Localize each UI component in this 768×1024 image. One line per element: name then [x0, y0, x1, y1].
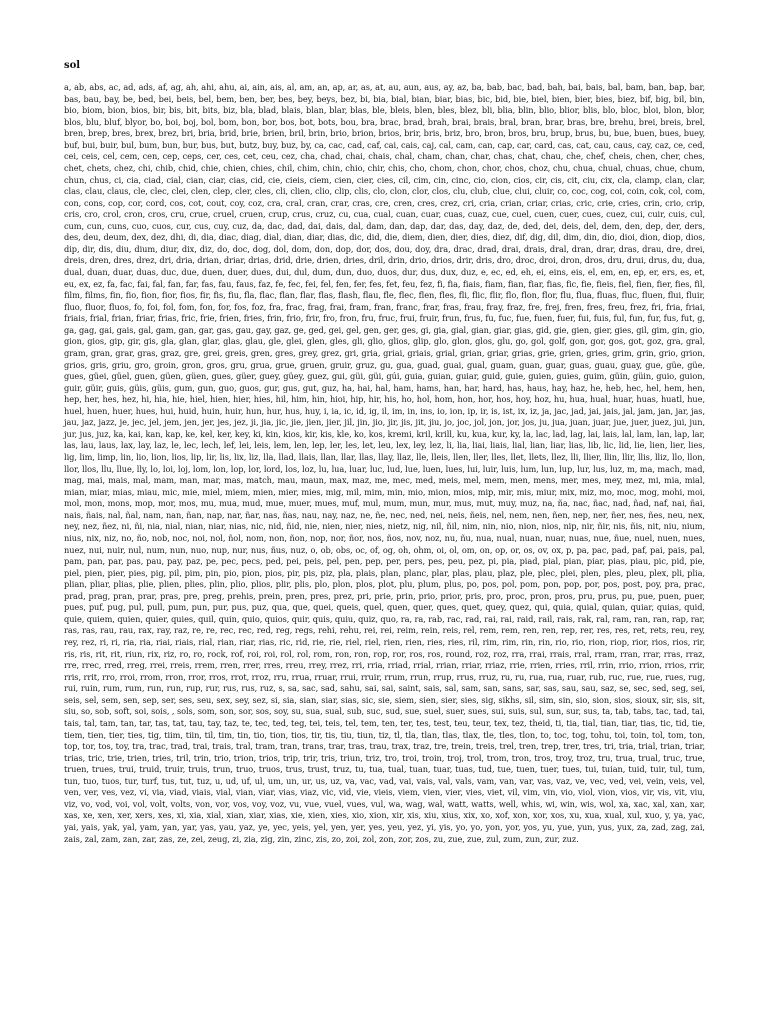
document-page	[64, 60, 705, 845]
page-title: sol	[64, 60, 81, 71]
syllable-list: a, ab, abs, ac, ad, ads, af, ag, ah, ahi, ahu, ai, ain, ais, al, am, an, ap, ar, as, at, au, aun, aus, ay, az, ba, bab, bac, bad, bah, bai, bais, bal, bam, ban, bap, bar, bas, bau, bay, be, bed, bei, beis, bel, bem, ben, ber, bes, bey, beys, bez, bi, bia, bial, bian, biar, bias, bic, bid, bie, biel, bien, bier, bies, biez, bif, big, bil, bin, bio, biom, bion, bios, bir, bis, bit, bits, biz, bla, blad, blais, blan, blar, blas, ble, bleis, blen, bles, blez, bli, blia, blin, blio, blior, blis, blo, bloc, bloi, blon, blor, blos, blu, bluf, blyor, bo, boi, boj, bol, bom, bon, bor, bos, bot, bots, bou, bra, brac, brad, brah, brai, brais, bral, bran, brar, bras, bre, brehu, brei, breis, brel, bren, brep, bres, brex, brez, bri, bria, brid, brie, brien, bril, brin, brio, brion, brios, brir, bris, briz, bro, bron, bros, bru, brup, brus, bu, bue, buen, bues, buey, buf, bui, buir, bul, bum, bun, bur, bus, but, butz, buy, buz, by, ca, cac, cad, caf, cai, cais, caj, cal, cam, can, cap, car, card, cas, cat, cau, caus, cay, caz, ce, ced, cei, ceis, cel, cem, cen, cep, ceps, cer, ces, cet, ceu, cez, cha, chad, chai, chais, chal, cham, chan, char, chas, chat, chau, che, chef, cheis, chen, cher, ches, chet, chets, chez, chi, chib, chid, chie, chien, chies, chil, chim, chin, chio, chir, chis, cho, chom, chon, chor, chos, choz, chu, chua, chual, chuas, chue, chum, chun, chus, ci, cia, ciad, cial, cian, ciar, cias, cid, cie, cieis, ciem, cien, cier, cies, cil, cim, cin, cinc, cio, cion, cios, cir, cis, cit, ciu, cix, cla, clamp, clan, clar, clas, clau, claus, cle, clec, clei, clen, clep, cler, cles, cli, clien, clio, clip, clis, clo, clon, clor, clos, clu, club, clue, clui, cluir, co, coc, cog, coi, coin, cok, col, com, con, cons, cop, cor, cord, cos, cot, cout, coy, coz, cra, cral, cran, crar, cras, cre, cren, cres, crez, cri, cria, crian, criar, crias, cric, crie, cries, crin, crio, crip, cris, cro, crol, cron, cros, cru, crue, cruel, cruen, crup, crus, cruz, cu, cua, cual, cuan, cuar, cuas, cuaz, cue, cuel, cuen, cuer, cues, cuez, cui, cuir, cuis, cul, cum, cun, cuns, cuo, cuos, cur, cus, cuy, cuz, da, dac, dad, dai, dais, dal, dam, dan, dap, dar, das, day, daz, de, ded, dei, deis, del, dem, den, dep, der, ders, des, deu, deum, dex, dez, dhi, di, dia, diac, diag, dial, dian, diar, dias, dic, did, die, diem, dien, dier, dies, diez, dif, dig, dil, dim, din, dio, dioi, dion, diop, dios, dip, dir, dis, diu, dium, diur, dix, diz, do, doc, dog, dol, dom, don, dop, dor, dos, dou, doy, dra, drac, drad, drai, drais, dral, dran, drar, dras, drau, dre, drei, dreis, dren, dres, drez, dri, dria, drian, driar, drias, drid, drie, drien, dries, dril, drin, drio, drios, drir, dris, dro, droc, droi, dron, dros, dru, drui, drus, du, dua, dual, duan, duar, duas, duc, due, duen, duer, dues, dui, dul, dum, dun, duo, duos, dur, dus, dux, duz, e, ec, ed, eh, ei, eins, eis, el, em, en, ep, er, ers, es, et, eu, ex, ez, fa, fac, fai, fal, fan, far, fas, fau, faus, faz, fe, fec, fei, fel, fen, fer, fes, fet, feu, fez, fi, fia, fiais, fiam, fian, fiar, fias, fic, fie, fieis, fiel, fien, fier, fies, fil, film, films, fin, fio, fion, fior, fios, fir, fis, fiu, fla, flac, flan, flar, flas, flash, flau, fle, flec, flen, fles, fli, flic, flir, flo, flon, flor, flu, flua, fluas, fluc, fluen, flui, fluir, fluo, fluor, fluos, fo, foi, fol, fom, fon, for, fos, foz, fra, frac, frag, frai, fram, fran, franc, frar, fras, frau, fray, fraz, fre, frej, fren, fres, freu, frez, fri, fria, friai, friais, frial, frian, friar, frias, fric, frie, frien, fries, frin, frio, frir, fro, fron, fru, fruc, frui, fruir, frun, frus, fu, fuc, fue, fuen, fuer, fui, fuis, ful, fun, fur, fus, fut, g, ga, gag, gai, gais, gal, gam, gan, gar, gas, gau, gay, gaz, ge, ged, gei, gel, gen, ger, ges, gi, gia, gial, gian, giar, gias, gid, gie, gien, gier, gies, gil, gim, gin, gio, gion, gios, gip, gir, gis, gla, glan, glar, glas, glau, gle, glei, glen, gles, gli, glio, glios, glip, glo, glon, glos, glu, go, gol, golf, gon, gor, gos, got, goz, gra, gral, gram, gran, grar, gras, graz, gre, grei, greis, gren, gres, grey, grez, gri, gria, griai, griais, grial, grian, griar, grias, grie, grien, gries, grim, grin, grio, grion, grios, gris, griu, gro, groin, gron, gros, gru, grua, grue, gruen, gruir, gruz, gu, gua, guad, guai, gual, guam, guan, guar, guas, guau, guay, gue, güe, güe, gues, güei, güel, guen, güen, güen, gues, güer, guey, güey, guez, gui, güi, güi, gúi, guia, guian, guiar, guid, guie, guien, guies, guim, güin, güin, guio, guion, guir, güir, guis, güis, güis, gum, gun, guo, guos, gur, gus, gut, guz, ha, hai, hal, ham, hams, han, har, hard, has, haus, hay, haz, he, heb, hec, hel, hem, hen, hep, her, hes, hez, hi, hia, hie, hiel, hien, hier, hies, hil, him, hin, hioi, hip, hir, his, ho, hol, hom, hon, hor, hos, hoy, hoz, hu, hua, hual, huar, huas, huatl, hue, huel, huen, huer, hues, hui, huid, huin, huir, hun, hur, hus, huy, i, ia, ic, id, ig, il, im, in, ins, io, ion, ip, ir, is, ist, ix, iz, ja, jac, jad, jai, jais, jal, jam, jan, jar, jas, jau, jaz, jazz, je, jec, jel, jem, jen, jer, jes, jez, ji, jia, jic, jie, jien, jier, jil, jin, jio, jir, jis, jit, jiu, jo, joc, jol, jon, jor, jos, ju, jua, juan, juar, jue, juer, juez, jui, jun, jur, jus, juz, ka, kai, kan, kap, ke, kel, ker, key, ki, kin, kios, kir, kis, kle, ko, kos, kremi, kril, krill, ku, kua, kur, ky, la, lac, lad, lag, lai, lais, lal, lam, lan, lap, lar, las, lau, laus, lax, lay, laz, le, lec, lech, lef, lei, leis, lem, len, lep, ler, les, let, leu, lex, ley, lez, li, lia, liai, liais, lial, lian, liar, lias, lib, lic, lid, lie, lien, lier, lies, lig, lim, limp, lin, lio, lion, lios, lip, lir, lis, lix, liz, lla, llad, llais, llan, llar, llas, llay, llaz, lle, lleis, llen, ller, lles, llet, llets, llez, lli, llier, llin, llir, llis, lliz, llo, llon, llor, llos, llu, llue, lly, lo, loi, loj, lom, lon, lop, lor, lord, los, loz, lu, lua, luar, luc, lud, lue, luen, lues, lui, luir, luis, lum, lun, lup, lur, lus, luz, m, ma, mach, mad, mag, mai, mais, mal, mam, man, mar, mas, match, mau, maun, max, maz, me, mec, med, meis, mel, mem, men, mens, mer, mes, mey, mez, mi, mia, mial, mian, miar, mias, miau, mic, mie, miel, miem, mien, mier, mies, mig, mil, mim, min, mio, mion, mios, mip, mir, mis, miur, mix, miz, mo, moc, mog, mohi, moi, mol, mon, mons, mop, mor, mos, mu, mua, mud, mue, muer, mues, muf, mul, mum, mun, mur, mus, mut, muy, muz, na, ña, nac, ñac, nad, ñad, naf, nai, ñai, nais, ñais, nal, ñal, nam, nan, ñan, nap, nar, ñar, nas, ñas, nau, nay, naz, ne, ñe, nec, ned, nei, neis, ñeis, nel, nem, nen, ñen, nep, ner, ñer, nes, ñes, neu, nex, ney, nez, ñez, ni, ñi, nia, nial, nian, niar, nias, nic, nid, ñid, nie, nien, nier, nies, nietz, nig, nil, ñil, nim, nin, nio, nion, nios, nip, nir, ñir, nis, ñis, nit, niu, nium, nius, nix, niz, no, ño, nob, noc, noi, nol, ñol, nom, non, ñon, nop, nor, ñor, nos, ños, nov, noz, nu, ñu, nua, nual, nuan, nuar, nuas, nue, ñue, nuel, nuen, nues, nuez, nui, nuir, nul, num, nun, nuo, nup, nur, nus, ñus, nuz, o, ob, obs, oc, of, og, oh, ohm, oi, ol, om, on, op, or, os, ov, ox, p, pa, pac, pad, paf, pai, pais, pal, pam, pan, par, pas, pau, pay, paz, pe, pec, pecs, ped, pei, peis, pel, pen, pep, per, pers, pes, peu, pez, pi, pia, piad, pial, pian, piar, pias, piau, pic, pid, pie, piel, pien, pier, pies, pig, pil, pim, pin, pio, pion, pios, pir, pis, piz, pla, plais, plan, planc, plar, plas, plau, plaz, ple, plec, plei, plen, ples, pleu, plex, pli, plia, plian, pliar, plias, plie, plien, plies, plin, plio, plios, plir, plis, plo, plon, plos, plot, plu, plum, plus, po, pos, pol, pom, pon, pop, por, pos, post, poy, pra, prac, prad, prag, pran, prar, pras, pre, preg, prehis, prein, pren, pres, prez, pri, prie, prin, prio, prior, pris, pro, proc, pron, pros, pru, prus, pu, pue, puen, puer, pues, puf, pug, pul, pull, pum, pun, pur, pus, puz, qua, que, quei, queis, quel, quen, quer, ques, quet, quey, quez, qui, quia, quial, quian, quiar, quias, quid, quie, quiem, quien, quier, quies, quil, quin, quio, quios, quir, quis, quiu, quiz, quo, ra, ra, rab, rac, rad, rai, rai, raid, rail, rais, rak, ral, ram, ran, ran, rap, rar, ras, ras, rau, rau, rax, ray, raz, re, re, rec, rec, red, reg, regs, rehi, rehu, rei, rei, reim, rein, reis, rel, rem, rem, ren, ren, rep, rer, res, res, ret, rets, reu, rey, rey, rez, ri, ri, ria, ria, riai, riais, rial, rian, riar, rias, ric, rid, rie, rie, riel, riel, rien, rien, ries, ries, ril, rim, rim, rin, rin, rio, rio, rion, riop, rior, rios, rios, rir, ris, ris, rit, rit, riun, rix, riz, ro, ro, rock, rof, roi, roi, rol, rol, rom, ron, ron, rop, ror, ros, ros, round, roz, roz, rra, rrai, rrais, rral, rram, rran, rrar, rras, rraz, rre, rrec, rred, rreg, rrei, rreis, rrem, rren, rrer, rres, rreu, rrey, rrez, rri, rria, rriad, rrial, rrian, rriar, rriaz, rrie, rrien, rries, rril, rrin, rrio, rrion, rrios, rrir, rris, rrit, rro, rroi, rrom, rron, rror, rros, rrot, rroz, rru, rrua, rruar, rrui, rruir, rrum, rrun, rrup, rrus, rruz, ru, ru, rua, rua, ruar, rub, ruc, rue, rue, rues, rug, rui, ruin, rum, rum, run, run, rup, rur, rus, rus, ruz, s, sa, sac, sad, sahu, sai, sai, saint, sais, sal, sam, san, sans, sar, sas, sau, sau, saz, se, sec, sed, seg, sei, seis, sel, sem, sen, sep, ser, ses, seu, sex, sey, sez, si, sia, sian, siar, sias, sic, sie, siem, sien, sier, sies, sig, sikhs, sil, sim, sin, sio, sion, sios, sioux, sir, sis, sit, siu, so, sob, soft, soi, sois, , sols, som, son, sor, sos, soy, su, sua, sual, sub, suc, sud, sue, suel, suer, sues, sui, suis, sul, sun, sur, sus, ta, tab, tabs, tac, tad, tai, tais, tal, tam, tan, tar, tas, tat, tau, tay, taz, te, tec, ted, teg, tei, teis, tel, tem, ten, ter, tes, test, teu, teur, tex, tez, theid, ti, tia, tial, tian, tiar, tias, tic, tid, tie, tiem, tien, tier, ties, tig, tiim, tiin, til, tim, tin, tio, tion, tios, tir, tis, tiu, tiun, tiz, tl, tla, tlan, tlas, tlax, tle, tles, tlon, to, toc, tog, tohu, toi, toin, tol, tom, ton, top, tor, tos, toy, tra, trac, trad, trai, trais, tral, tram, tran, trans, trar, tras, trau, trax, traz, tre, trein, treis, trel, tren, trep, trer, tres, tri, tria, trial, trian, triar, trias, tric, trie, trien, tries, tril, trin, trio, trion, trios, trip, trir, tris, triun, triz, tro, troi, troin, troj, trol, trom, tron, tros, troy, troz, tru, trua, trual, truc, true, truen, trues, trui, truid, truir, truis, trun, truo, truos, trus, trust, truz, tu, tua, tual, tuan, tuar, tuas, tud, tue, tuen, tuer, tues, tui, tuian, tuid, tuir, tul, tum, tun, tuo, tuos, tur, turf, tus, tut, tuz, u, ud, uf, ul, um, un, ur, us, uz, va, vac, vad, vai, vais, val, vals, vam, van, var, vas, vaz, ve, vec, ved, vei, vein, veis, vel, ven, ver, ves, vez, vi, via, viad, viais, vial, vian, viar, vias, viaz, vic, vid, vie, vieis, viem, vien, vier, vies, viet, vil, vim, vin, vio, viol, vion, vios, vir, vis, vit, viu, viz, vo, vod, voi, vol, volt, volts, von, vor, vos, voy, voz, vu, vue, vuel, vues, vul, wa, wag, wal, watt, watts, well, whis, wi, win, wis, wol, xa, xac, xal, xan, xar, xas, xe, xen, xer, xers, xes, xi, xia, xial, xian, xiar, xias, xie, xien, xies, xio, xion, xir, xis, xiu, xius, xix, xo, xof, xon, xor, xos, xu, xua, xual, xul, xuo, y, ya, yac, yai, yais, yak, yal, yam, yan, yar, yas, yau, yaz, ye, yec, yeis, yel, yen, yer, yes, yeu, yez, yi, yis, yo, yo, yon, yor, yos, yu, yue, yun, yus, yux, za, zad, zag, zai, zais, zal, zam, zan, zar, zas, ze, zei, zeug, zi, zia, zig, zin, zinc, zis, zo, zoi, zol, zon, zor, zos, zu, zue, zue, zul, zum, zun, zur, zuz.	[64, 82, 705, 844]
